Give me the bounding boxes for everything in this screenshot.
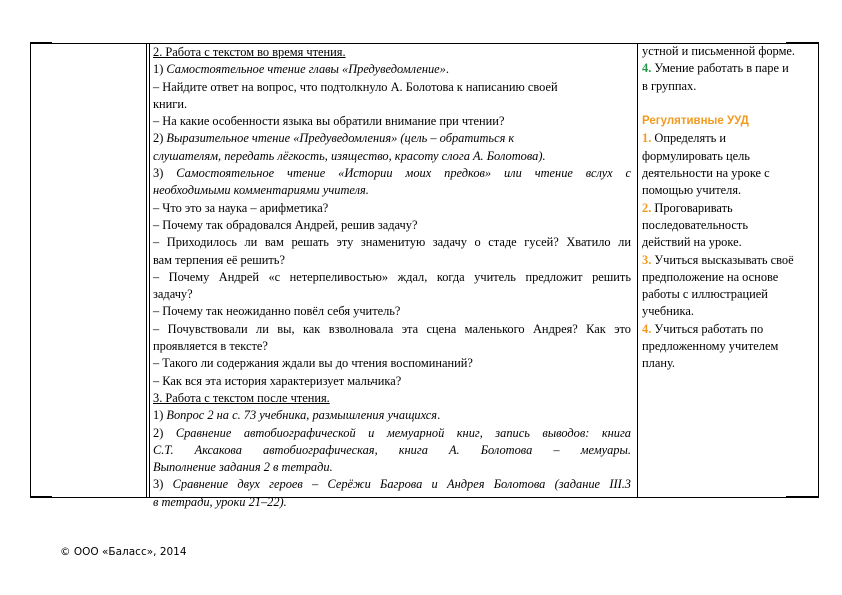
text-run: 1) (153, 408, 167, 423)
text-line (153, 407, 631, 424)
text-run: – Почему Андрей «с нетерпеливостью» ждал, когда учитель предложит решить (153, 269, 631, 284)
text-run: – Как вся эта история характеризует мальчика? (153, 373, 402, 388)
text-line (153, 234, 631, 251)
text-line (153, 442, 631, 459)
text-run: в группах. (642, 78, 697, 93)
text-run: действий на уроке. (642, 235, 742, 250)
lesson-table (30, 43, 819, 509)
text-run: – Приходилось ли вам решать эту знаменитую задачу о стаде гусей? Хватило ли (153, 235, 631, 250)
table-top-border-accent-left (30, 42, 52, 44)
text-run: помощью учителя. (642, 183, 742, 198)
text-line (153, 252, 631, 269)
text-line (153, 425, 631, 442)
text-line (642, 355, 815, 372)
text-line (153, 44, 631, 61)
text-line (153, 113, 631, 130)
text-run: вам терпения её решить? (153, 252, 285, 267)
text-line (153, 182, 631, 199)
text-line (153, 61, 631, 78)
text-run: устной и письменной форме. (642, 44, 796, 58)
text-line (153, 148, 631, 165)
text-line (153, 303, 631, 320)
text-line (153, 269, 631, 286)
text-line (642, 200, 815, 217)
text-line (642, 165, 815, 182)
text-run: 2) (153, 131, 167, 146)
text-line (642, 148, 815, 165)
text-run: предложенному учителем (642, 339, 779, 354)
text-run: 3. Работа с текстом после чтения. (153, 390, 330, 405)
column-divider-1 (146, 43, 147, 498)
text-line (153, 338, 631, 355)
text-run: книги. (153, 96, 188, 111)
text-run: последовательность (642, 217, 748, 232)
text-run: необходимыми комментариями учителя. (153, 183, 369, 198)
text-run: – Найдите ответ на вопрос, что подтолкнуло А. Болотова к написанию своей (153, 79, 558, 94)
text-line (642, 60, 815, 77)
text-line (642, 234, 815, 251)
text-line (642, 269, 815, 286)
text-line (642, 112, 815, 130)
table-bottom-border-accent-left (30, 496, 52, 498)
text-run: Самостоятельное чтение главы «Предуведомление» (166, 62, 446, 77)
text-run: 4. (642, 61, 652, 76)
text-run: 4. (642, 321, 652, 336)
text-run: – Почему так неожиданно повёл себя учитель? (153, 304, 401, 319)
text-run: – Что это за наука – арифметика? (153, 200, 329, 215)
text-run: Вопрос 2 на с. 73 учебника, размышления учащихся (166, 408, 438, 423)
text-run: Выразительное чтение «Предуведомления» (цель – обратиться к (166, 131, 515, 146)
text-run: – На какие особенности языка вы обратили внимание при чтении? (153, 114, 505, 129)
text-run: 3) (153, 477, 173, 492)
text-run: С.Т. Аксакова автобиографическая, книга А. Болотова – мемуары. (153, 442, 631, 457)
text-run: 3) (153, 166, 177, 181)
text-line (153, 321, 631, 338)
text-run: плану. (642, 356, 675, 371)
text-run: Сравнение двух героев – Серёжи Багрова и Андрея Болотова (задание III.3 (172, 477, 632, 492)
text-line (153, 217, 631, 234)
text-line (153, 286, 631, 303)
column-divider-2 (637, 43, 638, 498)
text-run: 2) (153, 425, 176, 440)
text-run: 2. (642, 200, 652, 215)
text-line (642, 95, 815, 112)
text-line (153, 96, 631, 113)
text-line (153, 373, 631, 390)
text-run: 3. (642, 252, 652, 267)
text-line (642, 217, 815, 234)
text-run: – Такого ли содержания ждали вы до чтения воспоминаний? (153, 356, 473, 371)
text-run: Учиться работать по (651, 321, 764, 336)
text-run: – Почему так обрадовался Андрей, решив задачу? (153, 217, 418, 232)
text-line (642, 286, 815, 303)
lesson-activities-cell (150, 43, 634, 511)
text-line (153, 79, 631, 96)
text-line (153, 165, 631, 182)
text-run: Регулятивные УУД (642, 115, 749, 128)
text-run: Определять и (651, 131, 726, 146)
text-line (642, 78, 815, 95)
text-run: – Почувствовали ли вы, как взволновала эта сцена маленького Андрея? Как это (153, 321, 631, 336)
text-run: Выполнение задания 2 в тетради. (153, 460, 333, 475)
text-line (153, 130, 631, 147)
table-bottom-border-accent-right (786, 496, 819, 498)
text-line (153, 200, 631, 217)
text-line (153, 390, 631, 407)
text-run: в тетради, уроки 21–22). (153, 494, 287, 509)
text-run: задачу? (153, 287, 193, 302)
text-run: слушателям, передать лёгкость, изящество, красоту слога А. Болотова). (153, 148, 546, 163)
text-run: . (445, 62, 449, 77)
text-line (642, 303, 815, 320)
text-line (153, 476, 631, 493)
text-run: . (437, 408, 441, 423)
text-run: 2. Работа с текстом во время чтения. (153, 45, 346, 59)
text-run: Самостоятельное чтение «Истории моих предков» или чтение вслух с (176, 166, 631, 181)
learning-outcomes-cell (639, 43, 817, 373)
text-run: 1. (642, 131, 652, 146)
text-run: предположение на основе (642, 269, 779, 284)
text-line (642, 321, 815, 338)
text-line (642, 130, 815, 147)
text-run: работы с иллюстрацией (642, 287, 768, 302)
text-run: деятельности на уроке с (642, 166, 770, 181)
text-run: проявляется в тексте? (153, 339, 268, 354)
copyright-footer: © ООО «Баласс», 2014 (60, 546, 187, 558)
text-run: Проговаривать (651, 200, 733, 215)
text-run: Умение работать в паре и (651, 61, 789, 76)
text-run: учебника. (642, 304, 694, 319)
text-line (153, 494, 631, 511)
text-line (153, 459, 631, 476)
text-run: Сравнение автобиографической и мемуарной книг, запись выводов: книга (175, 425, 631, 440)
text-line (642, 43, 815, 60)
text-line (642, 338, 815, 355)
text-line (153, 355, 631, 372)
text-run: Учиться высказывать своё (651, 252, 794, 267)
text-run: 1) (153, 62, 167, 77)
table-right-border (818, 43, 819, 498)
text-line (642, 182, 815, 199)
table-left-border (30, 43, 31, 498)
text-run: формулировать цель (642, 148, 750, 163)
text-line (642, 252, 815, 269)
